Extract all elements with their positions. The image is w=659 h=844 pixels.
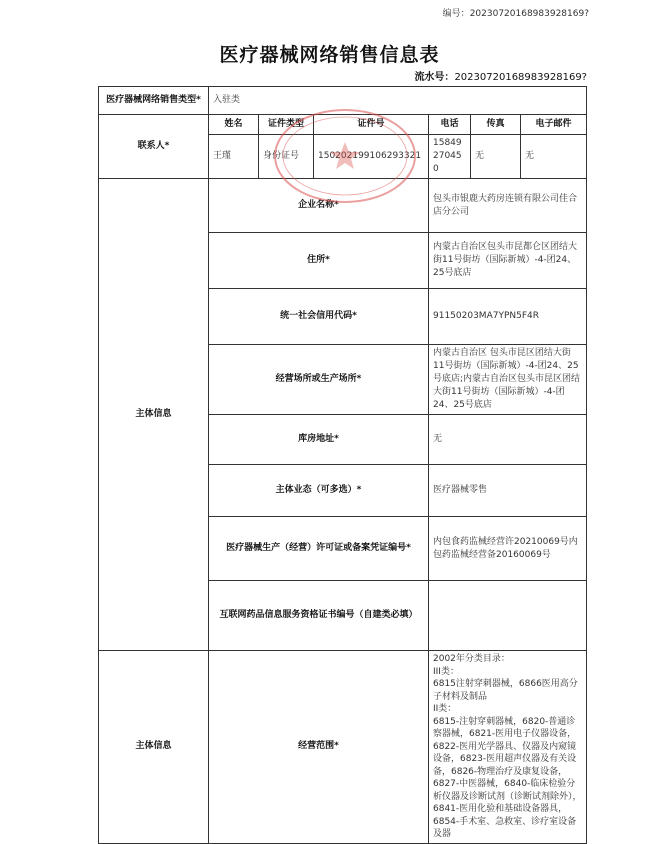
info-table <box>98 86 587 844</box>
serial-label: 编号： <box>442 9 470 19</box>
contact-id-number: 150202199106293321 <box>314 135 429 179</box>
subject-section-label-2: 主体信息 <box>99 651 209 844</box>
flow-value: 20230720168983928169? <box>454 72 587 83</box>
contact-id-type: 身份证号 <box>259 135 314 179</box>
contact-fax: 无 <box>471 135 521 179</box>
flow-label: 流水号： <box>414 72 455 83</box>
contact-phone: 15849270450 <box>429 135 471 179</box>
contact-email: 无 <box>521 135 587 179</box>
credit-code-value: 91150203MA7YPN5F4R <box>429 289 587 345</box>
scope-line: 6815-注射穿刺器械，6820-普通诊察器械，6821-医用电子仪器设备，6822-医用光学器具、仪器及内窥镜设备，6823-医用超声仪器及有关设备，6826-物理治疗及康复设备，6827-中医器械，6840-临床检验分析仪器及诊断试剂（诊断试剂除外），6841-医用化验和基础设备器具，6854-手术室、急救室、诊疗室设备及器 <box>433 716 582 839</box>
internet-value <box>429 581 587 651</box>
warehouse-label: 库房地址* <box>209 415 429 465</box>
license-label: 医疗器械生产（经营）许可证或备案凭证编号* <box>209 517 429 581</box>
business-form-label: 主体业态（可多选）* <box>209 465 429 517</box>
license-value: 内包食药监械经营许20210069号内包药监械经营备20160069号 <box>429 517 587 581</box>
type-value: 入驻类 <box>209 87 587 115</box>
warehouse-value: 无 <box>429 415 587 465</box>
serial-value: 20230720168983928169? <box>469 9 589 19</box>
scope-row <box>99 651 587 844</box>
company-name-label: 企业名称* <box>209 179 429 233</box>
company-name-value: 包头市银鹿大药房连锁有限公司佳合店分公司 <box>429 179 587 233</box>
scope-value <box>429 651 587 844</box>
scope-line: II类： <box>433 704 457 714</box>
document-title: 医疗器械网络销售信息表 <box>219 44 440 66</box>
col-email-header: 电子邮件 <box>521 115 587 135</box>
site-value: 内蒙古自治区 包头市昆区团结大街11号街坊（国际新城）-4-团24、25号底店;内蒙古自治区包头市昆区团结大街11号街坊（国际新城）-4-团24、25号底店 <box>429 345 587 415</box>
company-name-row <box>99 179 587 233</box>
site-label: 经营场所或生产场所* <box>209 345 429 415</box>
serial-number-top <box>443 6 589 19</box>
col-name-header: 姓名 <box>209 115 259 135</box>
business-form-value: 医疗器械零售 <box>429 465 587 517</box>
contact-header-row <box>99 115 587 135</box>
scope-label: 经营范围* <box>209 651 429 844</box>
flow-number <box>414 68 587 83</box>
type-row <box>99 87 587 115</box>
contact-label: 联系人* <box>99 115 209 179</box>
contact-name: 王瑾 <box>209 135 259 179</box>
col-fax-header: 传真 <box>471 115 521 135</box>
credit-code-label: 统一社会信用代码* <box>209 289 429 345</box>
scope-line: III类： <box>433 666 459 677</box>
scope-line: 6815注射穿刺器械，6866医用高分子材料及制品 <box>433 679 578 702</box>
address-label: 住所* <box>209 233 429 289</box>
col-phone-header: 电话 <box>429 115 471 135</box>
subject-section-label: 主体信息 <box>99 179 209 651</box>
address-value: 内蒙古自治区包头市昆都仑区团结大街11号街坊（国际新城）-4-团24、25号底店 <box>429 233 587 289</box>
col-id-number-header: 证件号 <box>314 115 429 135</box>
scope-line: 2002年分类目录： <box>433 654 510 664</box>
type-label: 医疗器械网络销售类型* <box>99 87 209 115</box>
internet-label: 互联网药品信息服务资格证书编号（自建类必填） <box>209 581 429 651</box>
col-id-type-header: 证件类型 <box>259 115 314 135</box>
